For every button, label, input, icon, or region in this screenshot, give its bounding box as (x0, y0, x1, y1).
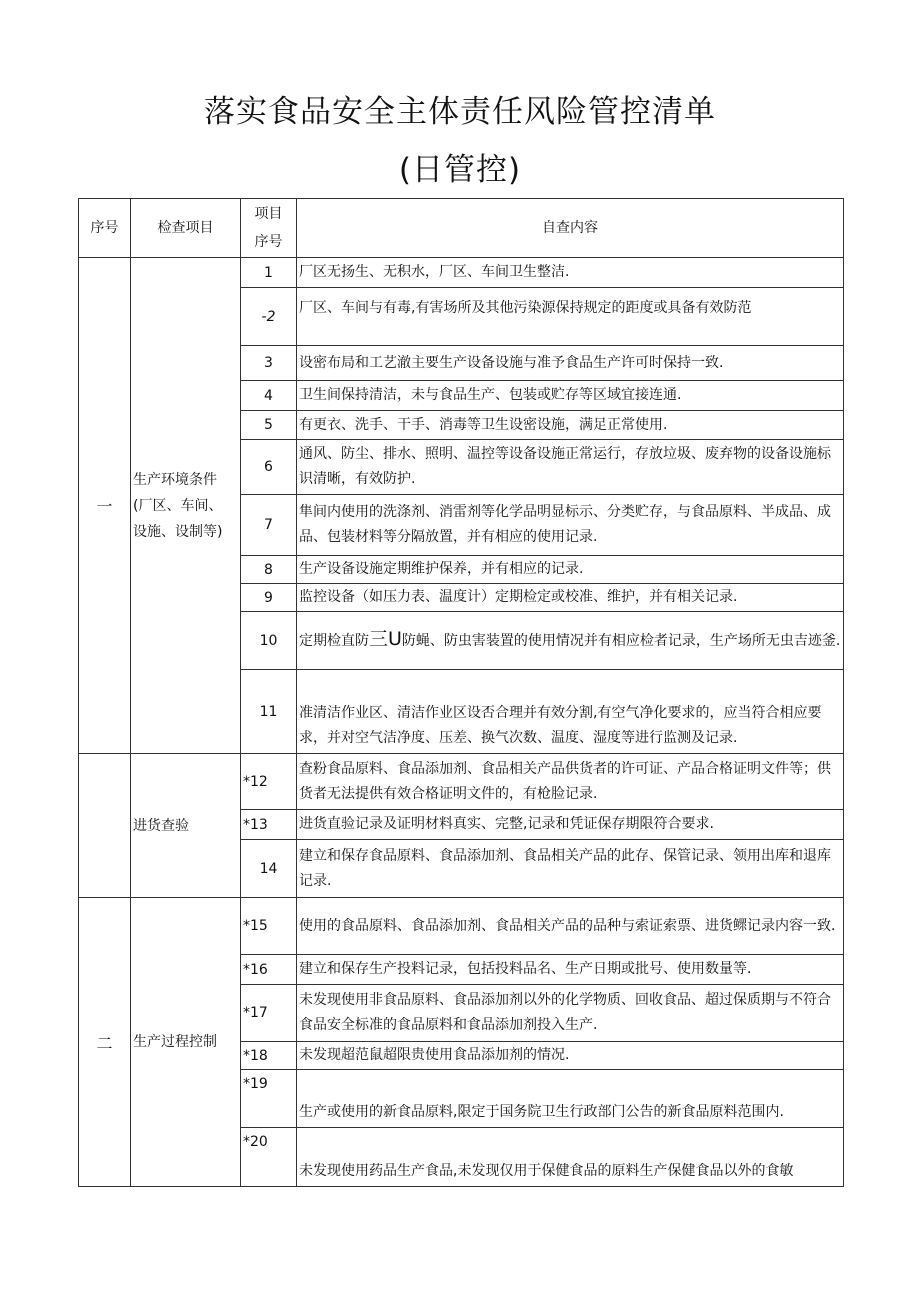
document-title: 落实食品安全主体责任风险管控清单 (204, 94, 716, 130)
item-number: *17 (241, 985, 297, 1042)
item-number: *13 (241, 810, 297, 840)
item-number: 7 (241, 495, 297, 556)
table-row (79, 258, 844, 288)
content-part: 定期检直防 (299, 633, 369, 649)
header-no-line2: 序号 (254, 234, 283, 250)
item-content: 未发现使用药品生产食品,未发现仅用于保健食品的原料生产保健食品以外的食敏 (297, 1128, 844, 1187)
header-no (241, 199, 297, 258)
section-seq: 一 (79, 258, 131, 754)
category-line: 生产环境条件 (133, 471, 217, 488)
item-content: 准清洁作业区、清洁作业区设否合理并有效分割,有空气净化要求的，应当符合相应要求，并对空气洁净度、压差、换气次数、温度、湿度等进行监测及记录. (297, 670, 844, 754)
item-content: 使用的食品原料、食品添加剂、食品相关产品的品种与索证索票、进货鳏记录内容一致. (297, 898, 844, 955)
item-content: 查粉食品原料、食品添加剂、食品相关产品供货者的许可证、产品合格证明文件等；供货者无法提供有效合格证明文件的，有枪脸记录. (297, 754, 844, 810)
category-line: 设施、设制等) (133, 523, 223, 540)
item-content: 未发现超范鼠超限贵使用食品添加剂的情况. (297, 1042, 844, 1070)
item-number: 14 (241, 840, 297, 898)
item-number: *16 (241, 955, 297, 985)
item-content: 设密布局和工艺澈主要生产设备设施与准予食品生产许可时保持一致. (297, 346, 844, 381)
item-number: -2 (241, 288, 297, 346)
header-content: 自查内容 (297, 199, 844, 258)
item-content: 监控设备（如压力表、温度计）定期检定或校准、维护，并有相关记录. (297, 584, 844, 612)
item-content (297, 612, 844, 670)
document-subtitle: (日管控) (398, 152, 522, 188)
section-seq (79, 754, 131, 898)
section-category (131, 898, 241, 1187)
item-content: 进货直验记录及证明材料真实、完整,记录和凭证保存期限符合要求. (297, 810, 844, 840)
item-content: 生产设备设施定期维护保养，并有相应的记录. (297, 556, 844, 584)
content-part: 三U (369, 628, 402, 650)
category-line: (厂区、车间、 (133, 497, 223, 514)
item-content: 有更衣、洗手、干手、消毒等卫生设密设施，满足正常使用. (297, 411, 844, 440)
item-number: 10 (241, 612, 297, 670)
category-line: 进货查验 (133, 817, 189, 834)
item-content: 通风、防尘、排水、照明、温控等设备设施正常运行，存放垃圾、废弃物的设备设施标识清晰，有效防护. (297, 440, 844, 495)
checklist-table (78, 198, 844, 1187)
item-number: *19 (241, 1070, 297, 1128)
content-part: 防蝇、防虫害装置的使用情况并有相应检者记录，生产场所无虫吉迹釜. (401, 633, 841, 649)
section-category (131, 258, 241, 754)
item-number: 4 (241, 381, 297, 411)
item-number: 9 (241, 584, 297, 612)
item-number: 3 (241, 346, 297, 381)
table-row (79, 898, 844, 955)
item-content: 生产或使用的新食品原料,限定于国务院卫生行政部门公告的新食品原料范围内. (297, 1070, 844, 1128)
item-content: 建立和保存生产投料记录，包括投料品名、生产日期或批号、使用数量等. (297, 955, 844, 985)
item-number: 5 (241, 411, 297, 440)
item-content: 卫生间保持清洁，未与食品生产、包装或贮存等区域宜接连通. (297, 381, 844, 411)
item-content: 厂区、车间与有毒,有害场所及其他污染源保持规定的距度或具备有效防范 (297, 288, 844, 346)
item-content: 建立和保存食品原料、食品添加剂、食品相关产品的此存、保管记录、领用出库和退库记录. (297, 840, 844, 898)
section-seq: 二 (79, 898, 131, 1187)
section-category (131, 754, 241, 898)
header-seq: 序号 (79, 199, 131, 258)
item-number: 11 (241, 670, 297, 754)
item-number: *15 (241, 898, 297, 955)
table-row (79, 754, 844, 810)
item-number: *20 (241, 1128, 297, 1187)
item-number: 6 (241, 440, 297, 495)
item-content: 隼间内使用的洗涤剂、消雷剂等化学品明显标示、分类贮存，与食品原料、半成品、成品、包装材料等分隔放置，并有相应的使用记录. (297, 495, 844, 556)
item-content: 未发现使用非食品原料、食品添加剂以外的化学物质、回收食品、超过保质期与不符合食品安全标准的食品原料和食品添加剂投入生产. (297, 985, 844, 1042)
item-number: 1 (241, 258, 297, 288)
item-number: *18 (241, 1042, 297, 1070)
header-no-line1: 项目 (254, 206, 283, 222)
item-number: 8 (241, 556, 297, 584)
item-number: *12 (241, 754, 297, 810)
category-line: 生产过程控制 (133, 1034, 217, 1050)
item-content: 厂区无扬生、无积水，厂区、车间卫生整洁. (297, 258, 844, 288)
header-row (79, 199, 844, 258)
header-item: 检查项目 (131, 199, 241, 258)
